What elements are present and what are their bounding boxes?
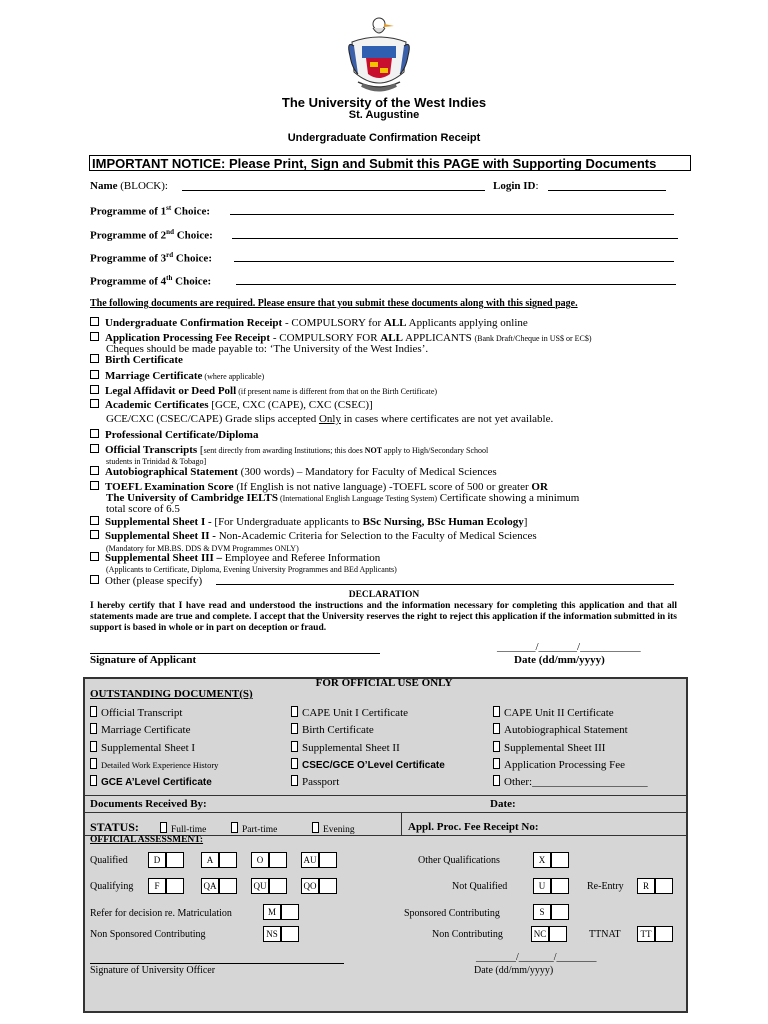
outstanding-doc-label: Supplemental Sheet I (101, 742, 196, 754)
requirement-title: Birth Certificate (105, 354, 183, 366)
outstanding-doc-label: GCE A’Level Certificate (101, 777, 212, 788)
university-name: The University of the West Indies (281, 95, 487, 110)
officer-signature-label: Signature of University Officer (90, 965, 216, 976)
requirement-text: [ (197, 444, 204, 456)
requirement-title: Autobiographical Statement (105, 466, 238, 478)
programme-suffix: Choice (173, 252, 209, 265)
outstanding-doc-item[interactable] (493, 723, 628, 736)
programme-prefix: Programme of (90, 275, 161, 288)
programme-suffix: Choice (172, 275, 208, 288)
requirement-title: Supplemental Sheet I - (105, 516, 212, 528)
requirement-item (90, 399, 373, 411)
requirement-note: (if present name is different from that on the Birth Certificate) (236, 387, 438, 396)
checkbox[interactable] (90, 775, 97, 786)
non-contributing-label: Non Contributing (432, 929, 503, 940)
choice-number: 1 (160, 205, 167, 218)
checkbox[interactable] (90, 444, 99, 453)
status-divider (401, 812, 402, 835)
requirement-item (90, 354, 183, 366)
requirement-item (90, 516, 527, 528)
outstanding-doc-label: CAPE Unit I Certificate (302, 707, 409, 719)
name-field-label: Name (BLOCK): (90, 180, 168, 192)
officer-date-line[interactable]: ________/_______/________ (476, 952, 597, 963)
assessment-code: QA (201, 878, 219, 894)
checkbox[interactable] (291, 758, 298, 769)
choice-ordinal: th (166, 274, 173, 282)
declaration-title: DECLARATION (348, 590, 420, 600)
checkbox[interactable] (493, 723, 500, 734)
checkbox[interactable] (90, 481, 99, 490)
fee-receipt-label: Appl. Proc. Fee Receipt No: (408, 821, 539, 833)
other-specify-line[interactable] (216, 574, 674, 585)
requirement-item (90, 370, 264, 383)
checkbox[interactable] (90, 466, 99, 475)
assessment-code: O (251, 852, 269, 868)
checkbox[interactable] (90, 741, 97, 752)
requirement-emphasis: BSc Nursing, BSc Human Ecology (362, 516, 524, 528)
status-option[interactable] (231, 822, 277, 835)
assessment-entry-box[interactable] (551, 852, 569, 868)
checkbox[interactable] (90, 317, 99, 326)
requirement-title: Supplemental Sheet III – (105, 552, 223, 564)
checkbox[interactable] (90, 552, 99, 561)
requirement-emphasis: ALL (380, 332, 403, 344)
requirement-item (90, 385, 437, 398)
assessment-code: F (148, 878, 166, 894)
assessment-code: QU (251, 878, 269, 894)
assessment-code: TT (637, 926, 655, 942)
requirement-text: - COMPULSORY for (282, 317, 384, 329)
requirement-note: sent directly from awarding Institutions; this does (203, 446, 365, 455)
cheque-note: Cheques should be made payable to: ‘The University of the West Indies’. (106, 343, 429, 355)
qualified-label: Qualified (90, 855, 128, 866)
outstanding-doc-item[interactable] (291, 706, 408, 719)
status-label: STATUS: (90, 820, 139, 834)
assessment-code: R (637, 878, 655, 894)
checkbox[interactable] (90, 723, 97, 734)
programme-choice-4-label: Programme of 4th Choice: (90, 274, 212, 288)
requirement-title: Academic Certificates (105, 399, 209, 411)
assessment-entry-box[interactable] (281, 904, 299, 920)
outstanding-doc-label: Other:_____________________ (504, 776, 648, 788)
university-crest-logo (344, 12, 414, 96)
checkbox[interactable] (493, 706, 500, 717)
applicant-signature-line[interactable] (90, 643, 380, 654)
requirement-title: Undergraduate Confirmation Receipt (105, 317, 283, 329)
outstanding-doc-item[interactable] (291, 741, 400, 754)
not-qualified-label: Not Qualified (452, 881, 508, 892)
programme-choice-4-line[interactable] (236, 273, 676, 285)
requirement-note: (Bank Draft/Cheque in US$ or EC$) (474, 334, 592, 343)
programme-prefix: Programme of (90, 252, 161, 265)
assessment-code: QO (301, 878, 319, 894)
outstanding-doc-label: Detailed Work Experience History (101, 760, 219, 770)
assessment-entry-box[interactable] (269, 852, 287, 868)
requirement-note: apply to High/Secondary School (382, 446, 489, 455)
assessment-code: S (533, 904, 551, 920)
programme-prefix: Programme of (90, 205, 161, 218)
campus-name: St. Augustine (348, 109, 420, 121)
programme-choice-1-label: Programme of 1st Choice: (90, 204, 211, 218)
checkbox[interactable] (231, 822, 238, 833)
assessment-entry-box[interactable] (281, 926, 299, 942)
requirement-text: [For Undergraduate applicants to (211, 516, 363, 528)
checkbox[interactable] (90, 516, 99, 525)
requirement-note: (where applicable) (202, 372, 265, 381)
outstanding-doc-label: Supplemental Sheet II (302, 742, 400, 754)
assessment-code: AU (301, 852, 319, 868)
name-field-line[interactable] (182, 179, 485, 191)
documents-received-by-label: Documents Received By: (90, 798, 207, 810)
other-qualifications-label: Other Qualifications (418, 855, 500, 866)
requirement-text: APPLICANTS (402, 332, 475, 344)
assessment-entry-box[interactable] (166, 852, 184, 868)
requirement-title: Official Transcripts (105, 444, 198, 456)
choice-ordinal: st (166, 204, 172, 212)
programme-choice-2-line[interactable] (232, 227, 678, 239)
outstanding-doc-label: CAPE Unit II Certificate (504, 707, 614, 719)
requirement-text: [GCE, CXC (CAPE), CXC (CSEC)] (208, 399, 373, 411)
transcript-note: students in Trinidad & Tobago] (106, 457, 207, 466)
choice-number: 2 (160, 229, 167, 242)
outstanding-doc-label: Application Processing Fee (504, 759, 625, 771)
checkbox[interactable] (90, 354, 99, 363)
outstanding-doc-label: CSEC/GCE O’Level Certificate (302, 760, 445, 771)
programme-choice-2-label: Programme of 2nd Choice: (90, 228, 213, 242)
reentry-label: Re-Entry (587, 881, 624, 892)
refer-matriculation-label: Refer for decision re. Matriculation (90, 908, 232, 919)
assessment-code: NC (531, 926, 549, 942)
officer-signature-line[interactable] (90, 953, 344, 964)
applicant-date-label: Date (dd/mm/yyyy) (514, 654, 605, 666)
requirement-text: Applicants applying online (406, 317, 528, 329)
requirement-item (90, 317, 528, 329)
checkbox[interactable] (90, 429, 99, 438)
qualifying-label: Qualifying (90, 881, 134, 892)
non-sponsored-contributing-label: Non Sponsored Contributing (90, 929, 206, 940)
document-title: Undergraduate Confirmation Receipt (287, 132, 481, 144)
sponsored-contributing-label: Sponsored Contributing (404, 908, 500, 919)
login-id-field-line[interactable] (548, 179, 666, 191)
checkbox[interactable] (90, 370, 99, 379)
checkbox[interactable] (312, 822, 319, 833)
outstanding-doc-label: Official Transcript (101, 707, 183, 719)
choice-ordinal: rd (166, 251, 174, 259)
supp3-note: (Applicants to Certificate, Diploma, Evening University Programmes and BEd Applicants) (106, 565, 397, 574)
requirement-item (90, 429, 258, 441)
checkbox[interactable] (90, 575, 99, 584)
status-option[interactable] (160, 822, 206, 835)
requirement-item (90, 575, 202, 587)
assessment-entry-box[interactable] (166, 878, 184, 894)
officer-date-label: Date (dd/mm/yyyy) (474, 965, 554, 976)
declaration-text: I hereby certify that I have read and understood the instructions and the information necessary for completing this application and that all statements made are true and complete. I accept that the University reserves the right to reject this application if the information submitted in its support is based in whole or in part on deception or fraud. (90, 601, 677, 633)
requirement-note-emphasis: NOT (364, 446, 383, 455)
status-option-label: Part-time (242, 825, 278, 835)
outstanding-doc-item[interactable] (493, 741, 605, 754)
received-date-label: Date: (490, 798, 516, 810)
status-option[interactable] (312, 822, 355, 835)
requirement-text: Non-Academic Criteria for Selection to the Faculty of Medical Sciences (215, 530, 537, 542)
programme-choice-3-line[interactable] (234, 250, 674, 262)
requirement-emphasis: ALL (383, 317, 407, 329)
status-option-label: Full-time (171, 825, 207, 835)
checkbox[interactable] (160, 822, 167, 833)
assessment-entry-box[interactable] (319, 878, 337, 894)
assessment-entry-box[interactable] (269, 878, 287, 894)
outstanding-doc-item[interactable] (291, 758, 445, 771)
checkbox[interactable] (90, 758, 97, 769)
choice-number: 4 (160, 275, 167, 288)
outstanding-doc-item[interactable] (90, 775, 212, 788)
outstanding-doc-label: Autobiographical Statement (504, 724, 628, 736)
requirement-item (90, 530, 537, 542)
assessment-code: X (533, 852, 551, 868)
official-use-title: FOR OFFICIAL USE ONLY (315, 677, 453, 689)
checkbox[interactable] (291, 775, 298, 786)
assessment-code: A (201, 852, 219, 868)
outstanding-doc-item[interactable] (291, 775, 339, 788)
outstanding-doc-item[interactable] (90, 723, 190, 736)
checkbox[interactable] (493, 775, 500, 786)
checkbox[interactable] (493, 758, 500, 769)
ielts-score-note: total score of 6.5 (106, 503, 180, 515)
requirement-text: (If English is not native language) -TOEFL score of 500 or greater (233, 481, 532, 493)
checkbox[interactable] (90, 706, 97, 717)
checkbox[interactable] (291, 723, 298, 734)
assessment-entry-box[interactable] (549, 926, 567, 942)
assessment-code: U (533, 878, 551, 894)
requirement-title: Application Processing Fee Receipt (105, 332, 271, 344)
requirement-text: (300 words) – Mandatory for Faculty of Medical Sciences (237, 466, 497, 478)
outstanding-doc-item[interactable] (493, 775, 648, 788)
checkbox[interactable] (90, 332, 99, 341)
requirement-text: Other (please specify) (105, 575, 203, 587)
important-notice: IMPORTANT NOTICE: Please Print, Sign and Submit this PAGE with Supporting Documents (89, 155, 691, 171)
applicant-signature-label: Signature of Applicant (90, 654, 197, 666)
requirement-title: Legal Affidavit or Deed Poll (105, 385, 237, 397)
official-divider (83, 795, 688, 796)
requirement-item (90, 466, 497, 478)
programme-suffix: Choice (173, 229, 210, 242)
programme-prefix: Programme of (90, 229, 161, 242)
requirement-text: Employee and Referee Information (222, 552, 381, 564)
outstanding-doc-item[interactable] (90, 706, 182, 719)
programme-choice-3-label: Programme of 3rd Choice: (90, 251, 212, 265)
choice-number: 3 (160, 252, 167, 265)
supp2-note: (Mandatory for MB.BS. DDS & DVM Programmes ONLY) (106, 544, 299, 553)
assessment-entry-box[interactable] (219, 852, 237, 868)
assessment-code: D (148, 852, 166, 868)
checkbox[interactable] (493, 741, 500, 752)
assessment-code: M (263, 904, 281, 920)
assessment-entry-box[interactable] (551, 878, 569, 894)
assessment-entry-box[interactable] (319, 852, 337, 868)
applicant-date-line[interactable]: _______/_______/___________ (497, 641, 641, 653)
assessment-entry-box[interactable] (655, 878, 673, 894)
assessment-code: NS (263, 926, 281, 942)
grade-slip-note: GCE/CXC (CSEC/CAPE) Grade slips accepted Only in cases where certificates are not yet available. (106, 413, 554, 425)
outstanding-documents-heading: OUTSTANDING DOCUMENT(S) (90, 688, 253, 700)
programme-choice-1-line[interactable] (230, 203, 674, 215)
official-divider (83, 812, 688, 813)
requirement-text: - COMPULSORY FOR (270, 332, 381, 344)
checkbox[interactable] (90, 399, 99, 408)
official-assessment-heading: OFFICIAL ASSESSMENT: (90, 835, 204, 845)
requirement-title: TOEFL Examination Score (105, 481, 234, 493)
checkbox[interactable] (291, 706, 298, 717)
assessment-entry-box[interactable] (655, 926, 673, 942)
checkbox[interactable] (90, 385, 99, 394)
outstanding-doc-label: Birth Certificate (302, 724, 374, 736)
outstanding-doc-label: Passport (302, 776, 340, 788)
requirement-title: Supplemental Sheet II - (105, 530, 216, 542)
ttnat-label: TTNAT (589, 929, 621, 940)
requirement-emphasis: OR (531, 481, 548, 493)
outstanding-doc-label: Marriage Certificate (101, 724, 191, 736)
status-option-label: Evening (323, 825, 355, 835)
outstanding-doc-item[interactable] (90, 758, 218, 770)
login-id-label: Login ID: (493, 180, 539, 192)
outstanding-doc-item[interactable] (493, 706, 614, 719)
choice-ordinal: nd (166, 228, 174, 236)
checkbox[interactable] (90, 530, 99, 539)
outstanding-doc-item[interactable] (90, 741, 195, 754)
requirement-title: Marriage Certificate (105, 370, 203, 382)
requirements-heading: The following documents are required. Please ensure that you submit these documents along with this signed page. (90, 298, 578, 309)
ielts-line: The University of Cambridge IELTS (International English Language Testing System) Certificate showing a minimum (106, 492, 580, 504)
requirement-text: ] (523, 516, 528, 528)
assessment-entry-box[interactable] (219, 878, 237, 894)
outstanding-doc-item[interactable] (291, 723, 374, 736)
assessment-entry-box[interactable] (551, 904, 569, 920)
outstanding-doc-item[interactable] (493, 758, 625, 771)
requirement-title: Professional Certificate/Diploma (105, 429, 259, 441)
programme-suffix: Choice (171, 205, 207, 218)
checkbox[interactable] (291, 741, 298, 752)
outstanding-doc-label: Supplemental Sheet III (504, 742, 606, 754)
